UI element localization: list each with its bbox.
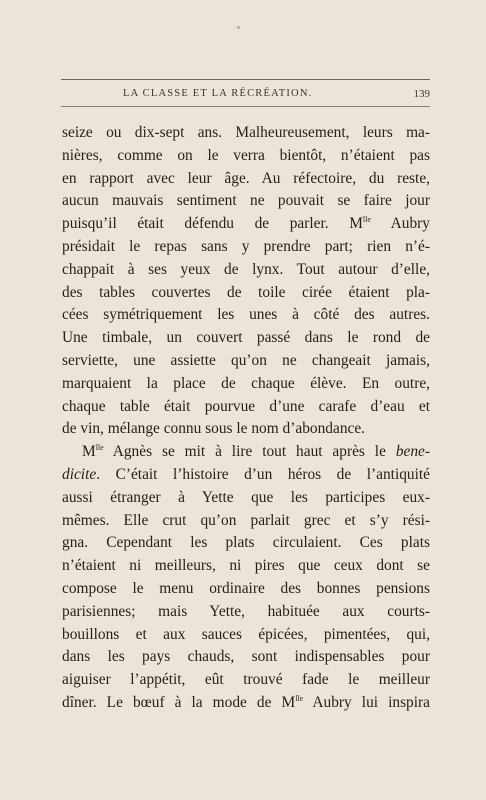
paper-speck [237,26,240,29]
text-fragment: Agnès se mit à lire tout haut après le [112,443,386,461]
text-line: chaque table était pourvue d’une carafe d’eau et [62,397,430,415]
text-line: bouillons et aux sauces épicées, pimentées, qui, [62,625,430,643]
text-line: aiguiser l’appétit, eût trouvé fade le meilleur [62,671,430,689]
abbrev-m: M [349,215,363,233]
text-line: serviette, une assiette qu’on ne changeait jamais, [62,351,430,369]
italic-word: dicite [62,465,97,483]
text-fragment: puisqu’il était défendu de parler. [62,215,329,233]
text-line [62,213,430,236]
text-line [62,692,430,715]
text-fragment: Aubry lui inspira [312,693,430,711]
text-line: en rapport avec leur âge. Au réfectoire, du reste, [62,169,430,187]
header-rule-top [61,79,430,80]
italic-word: bene- [395,443,431,461]
abbrev-sup: lle [295,693,304,703]
text-line: n’étaient ni meilleurs, ni pires que ceux dont se [62,557,430,575]
text-fragment: . C’était l’histoire d’un héros de l’antiquité [96,465,430,483]
text-line: aucun mauvais sentiment ne pouvait se faire jour [62,192,430,210]
running-head-title: LA CLASSE ET LA RÉCRÉATION. [123,88,313,99]
text-line: nières, comme on le verra bientôt, n’étaient pas [62,146,430,164]
name-aubry: Aubry [390,215,430,233]
body-text [62,122,430,715]
text-line: parisiennes; mais Yette, habituée aux courts- [62,602,430,620]
abbrev-sup: lle [362,215,371,225]
text-line [62,441,430,464]
abbrev-m: M [82,443,96,461]
text-line: seize ou dix-sept ans. Malheureusement, leurs ma- [62,124,430,141]
text-line: gna. Cependant les plats circulaient. Ces plats [62,534,430,552]
text-line: aussi étranger à Yette que les participes eux- [62,488,430,506]
page-number: 139 [413,88,430,100]
text-line: chappait à ses yeux de lynx. Tout autour d’elle, [62,260,430,278]
text-line: mêmes. Elle crut qu’on parlait grec et s’y rési- [62,511,430,529]
text-line: Une timbale, un couvert passé dans le rond de [62,329,430,347]
text-line: de vin, mélange connu sous le nom d’abondance. [62,420,366,438]
text-line: cées symétriquement les unes à côté des autres. [62,306,430,324]
text-line [62,464,430,487]
abbrev-m: M [281,693,296,711]
text-line: des tables couvertes de toile cirée étaient pla- [62,283,430,301]
abbrev-sup: lle [95,443,104,453]
text-line: marquaient la place de chaque élève. En outre, [62,374,430,392]
text-line: présidait le repas sans y prendre part; rien n’é- [62,237,430,255]
text-fragment: dîner. Le bœuf à la mode de [62,693,272,711]
text-line: dans les pays chauds, sont indispensables pour [62,648,430,666]
text-line: compose le menu ordinaire des bonnes pensions [62,579,430,597]
header-rule-bottom [61,106,430,107]
